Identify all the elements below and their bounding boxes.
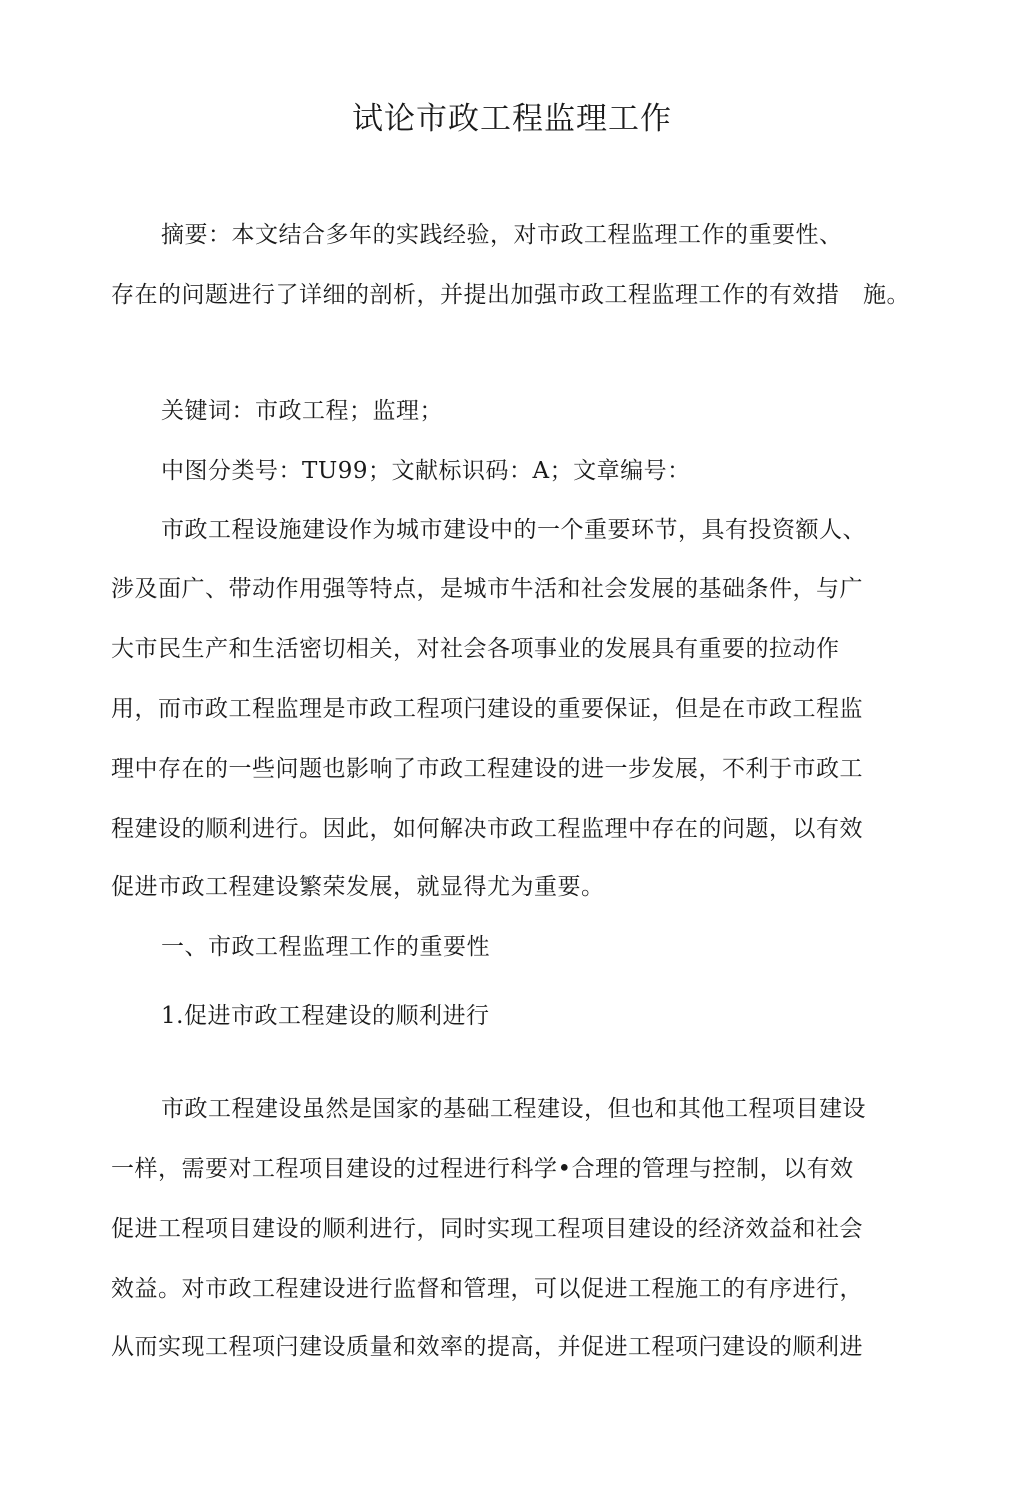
paragraph-line: 程建设的顺利进行。因此，如何解决市政工程监理中存在的问题，以有效 [111,816,863,842]
paragraph-line: 一样，需要对工程项目建设的过程进行科学•合理的管理与控制，以有效 [111,1156,854,1182]
paragraph-line: 市政工程建设虽然是国家的基础工程建设，但也和其他工程项目建设 [161,1096,866,1122]
paragraph-line: 从而实现工程项闩建设质量和效率的提高，并促进工程项闩建设的顺利进 [111,1334,863,1360]
paragraph-line: 用，而市政工程监理是市政工程项闩建设的重要保证，但是在市政工程监 [111,696,863,722]
classification-line: 中图分类号：TU99；文献标识码：A；文章编号： [161,458,691,484]
paragraph-line: 效益。对市政工程建设进行监督和管理，可以促进工程施工的有序进行， [111,1276,863,1302]
abstract-line: 存在的问题进行了详细的剖析，并提出加强市政工程监理工作的有效措 施。 [111,282,910,308]
paragraph-line: 市政工程设施建设作为城市建设中的一个重要环节，具有投资额人、 [161,517,866,543]
paragraph-line: 理中存在的一些问题也影响了市政工程建设的进一步发展，不利于市政工 [111,756,863,782]
section-heading: 一、市政工程监理工作的重要性 [161,934,490,960]
document-title: 试论市政工程监理工作 [352,101,672,137]
paragraph-line: 大市民生产和生活密切相关，对社会各项事业的发展具有重要的拉动作 [111,636,840,662]
subsection-heading: 1.促进市政工程建设的顺利进行 [161,1003,490,1029]
paragraph-line: 涉及面广、带动作用强等特点，是城市牛活和社会发展的基础条件，与广 [111,576,863,602]
keywords-line: 关键词：市政工程；监理； [161,398,443,424]
abstract-line: 摘要：本文结合多年的实践经验，对市政工程监理工作的重要性、 [161,222,843,248]
paragraph-line: 促进工程项目建设的顺利进行，同时实现工程项目建设的经济效益和社会 [111,1216,863,1242]
paragraph-line: 促进市政工程建设繁荣发展，就显得尤为重要。 [111,874,605,900]
